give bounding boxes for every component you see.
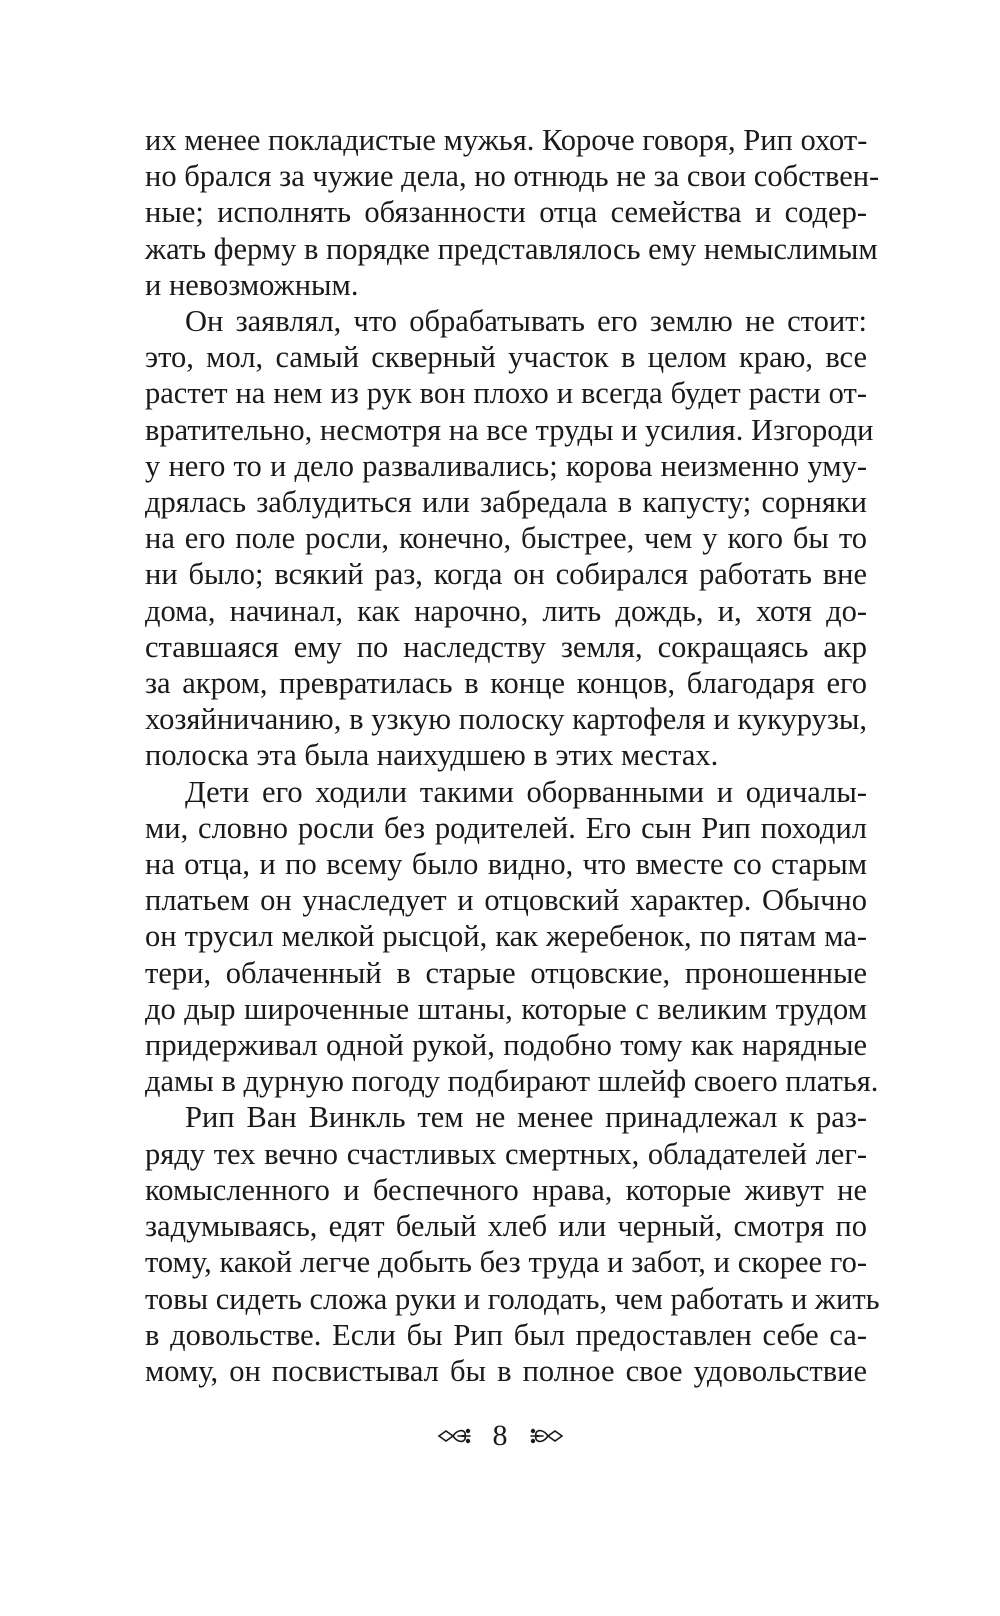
text-line: Он заявлял, что обрабатывать его землю не стоит: [185, 304, 867, 339]
text-line: придерживал одной рукой, подобно тому как нарядные [145, 1028, 867, 1063]
text-line: и невозможным. [145, 267, 359, 302]
text-line: ни было; всякий раз, когда он собирался работать вне [145, 557, 867, 592]
paragraph [145, 122, 880, 303]
text-line: он трусил мелкой рысцой, как жеребенок, по пятам ма- [145, 919, 867, 954]
text-line: у него то и дело разваливались; корова неизменно уму- [145, 448, 867, 483]
body-text [145, 122, 880, 1389]
text-line: ставшаяся ему по наследству земля, сокращаясь акр [145, 629, 867, 664]
text-line: их менее покладистые мужья. Короче говоря, Рип охот- [145, 123, 868, 157]
folio [437, 1421, 564, 1451]
text-line: дома, начинал, как нарочно, лить дождь, и, хотя до- [145, 593, 867, 628]
text-line: дрялась заблудиться или забредала в капусту; сорняки [145, 485, 867, 520]
text-line: мому, он посвистывал бы в полное свое удовольствие [145, 1353, 867, 1388]
page-footer [0, 1416, 1000, 1456]
paragraph [145, 1099, 880, 1389]
text-line: задумываясь, едят белый хлеб или черный, смотря по [145, 1209, 867, 1244]
page-number: 8 [492, 1419, 508, 1452]
text-line: вратительно, несмотря на все труды и усилия. Изгороди [145, 412, 874, 447]
text-line: ми, словно росли без родителей. Его сын Рип походил [145, 810, 867, 845]
text-line: это, мол, самый скверный участок в целом краю, все [145, 340, 867, 375]
text-line: полоска эта была наихудшею в этих местах. [145, 738, 719, 773]
text-line: ные; исполнять обязанности отца семейства и содер- [145, 195, 867, 230]
text-line: на его поле росли, конечно, быстрее, чем у кого бы то [145, 521, 867, 556]
text-line: ряду тех вечно счастливых смертных, обладателей лег- [145, 1136, 867, 1171]
text-line: растет на нем из рук вон плохо и всегда будет расти от- [145, 376, 867, 411]
fleuron-right-icon [530, 1425, 564, 1447]
text-line: тери, облаченный в старые отцовские, проношенные [145, 955, 867, 990]
paragraph [145, 774, 879, 1100]
text-line: до дыр широченные штаны, которые с великим трудом [145, 991, 867, 1026]
paragraph [145, 303, 874, 774]
text-line: товы сидеть сложа руки и голодать, чем работать и жить [145, 1281, 880, 1316]
fleuron-left-icon [437, 1425, 471, 1447]
text-line: за акром, превратилась в конце концов, благодаря его [145, 666, 867, 701]
text-line: Рип Ван Винкль тем не менее принадлежал к раз- [185, 1100, 867, 1135]
text-line: жать ферму в порядке представлялось ему немыслимым [145, 231, 878, 266]
text-line: платьем он унаследует и отцовский характер. Обычно [145, 883, 867, 918]
text-line: Дети его ходили такими оборванными и одичалы- [185, 774, 867, 809]
text-line: дамы в дурную погоду подбирают шлейф своего платья. [145, 1064, 879, 1099]
text-line: комысленного и беспечного нрава, которые живут не [145, 1172, 867, 1207]
text-line: тому, какой легче добыть без труда и забот, и скорее го- [145, 1245, 867, 1280]
text-line: на отца, и по всему было видно, что вместе со старым [145, 847, 867, 882]
text-line: в довольстве. Если бы Рип был предоставлен себе са- [145, 1317, 867, 1352]
text-line: хозяйничанию, в узкую полоску картофеля и кукурузы, [145, 702, 867, 737]
text-line: но брался за чужие дела, но отнюдь не за свои собствен- [145, 159, 880, 194]
